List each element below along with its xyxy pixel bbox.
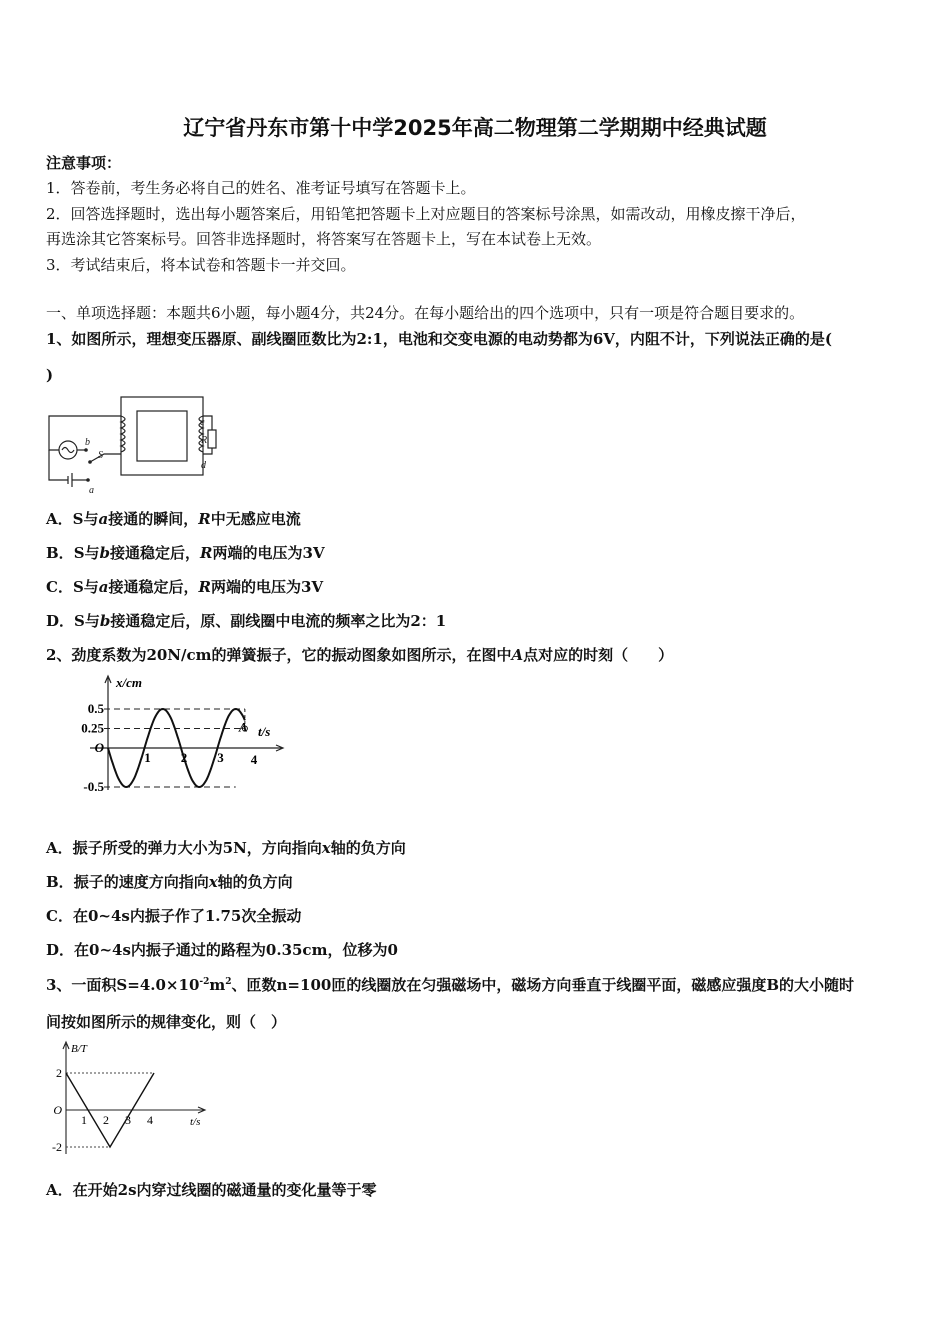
transformer-core-outer [121, 397, 203, 475]
x-tick-label: 4 [147, 1113, 153, 1127]
q1-option-d[interactable]: D．S与b接通稳定后，原、副线圈中电流的频率之比为2：1 [46, 612, 447, 630]
x-tick-label: 1 [81, 1113, 87, 1127]
q2-option-a[interactable]: A．振子所受的弹力大小为5N，方向指向x轴的负方向 [46, 839, 406, 857]
primary-coil [121, 416, 125, 452]
y-tick-label: -0.5 [83, 779, 104, 794]
q1-option-c[interactable]: C．S与a接通稳定后，R两端的电压为3V [46, 578, 324, 596]
x-tick-label: 2 [103, 1113, 109, 1127]
x-tick-label: 1 [144, 750, 151, 765]
q1-option-a[interactable]: A．S与a接通的瞬间，R中无感应电流 [46, 510, 301, 528]
notice-item: 2．回答选择题时，选出每小题答案后，用铅笔把答题卡上对应题目的答案标号涂黑，如需改动，用橡皮擦干净后， [46, 205, 806, 223]
q1-stem-close: ) [46, 366, 54, 384]
transformer-circuit-figure [44, 392, 219, 498]
notice-item: 3．考试结束后，将本试卷和答题卡一并交回。 [46, 256, 356, 274]
y-tick-label: 2 [56, 1066, 62, 1080]
q2-option-d[interactable]: D．在0~4s内振子通过的路程为0.35cm，位移为0 [46, 941, 398, 959]
resistor-R [208, 430, 216, 448]
x-axis-label: t/s [190, 1116, 201, 1128]
x-tick-label: 3 [217, 750, 224, 765]
label-S: S [98, 450, 103, 461]
label-c: c [200, 417, 205, 428]
y-axis-label: x/cm [116, 675, 142, 690]
y-axis-label: B/T [71, 1043, 87, 1055]
q1-option-b[interactable]: B．S与b接通稳定后，R两端的电压为3V [46, 544, 325, 562]
transformer-core-inner [137, 411, 187, 461]
y-tick-label: O [94, 740, 104, 755]
notice-item: 1．答卷前，考生务必将自己的姓名、准考证号填写在答题卡上。 [46, 179, 476, 197]
label-b: b [85, 437, 90, 448]
q3-option-a[interactable]: A．在开始2s内穿过线圈的磁通量的变化量等于零 [46, 1181, 377, 1199]
x-tick-label: 3 [125, 1113, 131, 1127]
label-d: d [201, 460, 206, 471]
magnetic-field-graph [44, 1038, 214, 1158]
q1-stem: 1、如图所示，理想变压器原、副线圈匝数比为2:1，电池和交变电源的电动势都为6V，内阻不计，下列说法正确的是( [46, 330, 833, 348]
y-tick-label: 0.25 [81, 720, 104, 736]
vibration-graph [50, 672, 290, 800]
notice-heading: 注意事项： [46, 154, 122, 172]
q2-stem: 2、劲度系数为20N/cm的弹簧振子，它的振动图象如图所示，在图中A点对应的时刻（ ） [46, 646, 674, 664]
q3-stem: 3、一面积$S=4.0\times 10^{-2}m^2$、匝数n=100匝的线圈放在匀强磁场中，磁场方向垂直于线圈平面，磁感应强度B的大小随时 [46, 976, 854, 994]
q2-option-b[interactable]: B．振子的速度方向指向x轴的负方向 [46, 873, 293, 891]
x-axis-label: t/s [258, 724, 271, 739]
switch-S [90, 454, 121, 462]
y-tick-label: 0.5 [87, 701, 104, 716]
x-tick-label: 4 [250, 752, 258, 767]
battery [68, 473, 72, 487]
x-tick-label: 2 [180, 750, 188, 765]
page-title: 辽宁省丹东市第十中学2025年高二物理第二学期期中经典试题 [183, 116, 767, 140]
label-a: a [89, 485, 94, 496]
point-A-label: A [238, 719, 248, 735]
section-heading: 一、单项选择题：本题共6小题，每小题4分，共24分。在每小题给出的四个选项中，只有一项是符合题目要求的。 [46, 304, 805, 322]
q2-option-c[interactable]: C．在0~4s内振子作了1.75次全振动 [46, 907, 302, 925]
label-R: R [201, 435, 208, 446]
y-tick-label: -2 [52, 1140, 62, 1154]
y-tick-label: O [53, 1103, 62, 1117]
q3-stem-line2: 间按如图所示的规律变化，则（ ） [46, 1013, 287, 1031]
notice-item: 再选涂其它答案标号。回答非选择题时，将答案写在答题卡上，写在本试卷上无效。 [46, 230, 602, 248]
